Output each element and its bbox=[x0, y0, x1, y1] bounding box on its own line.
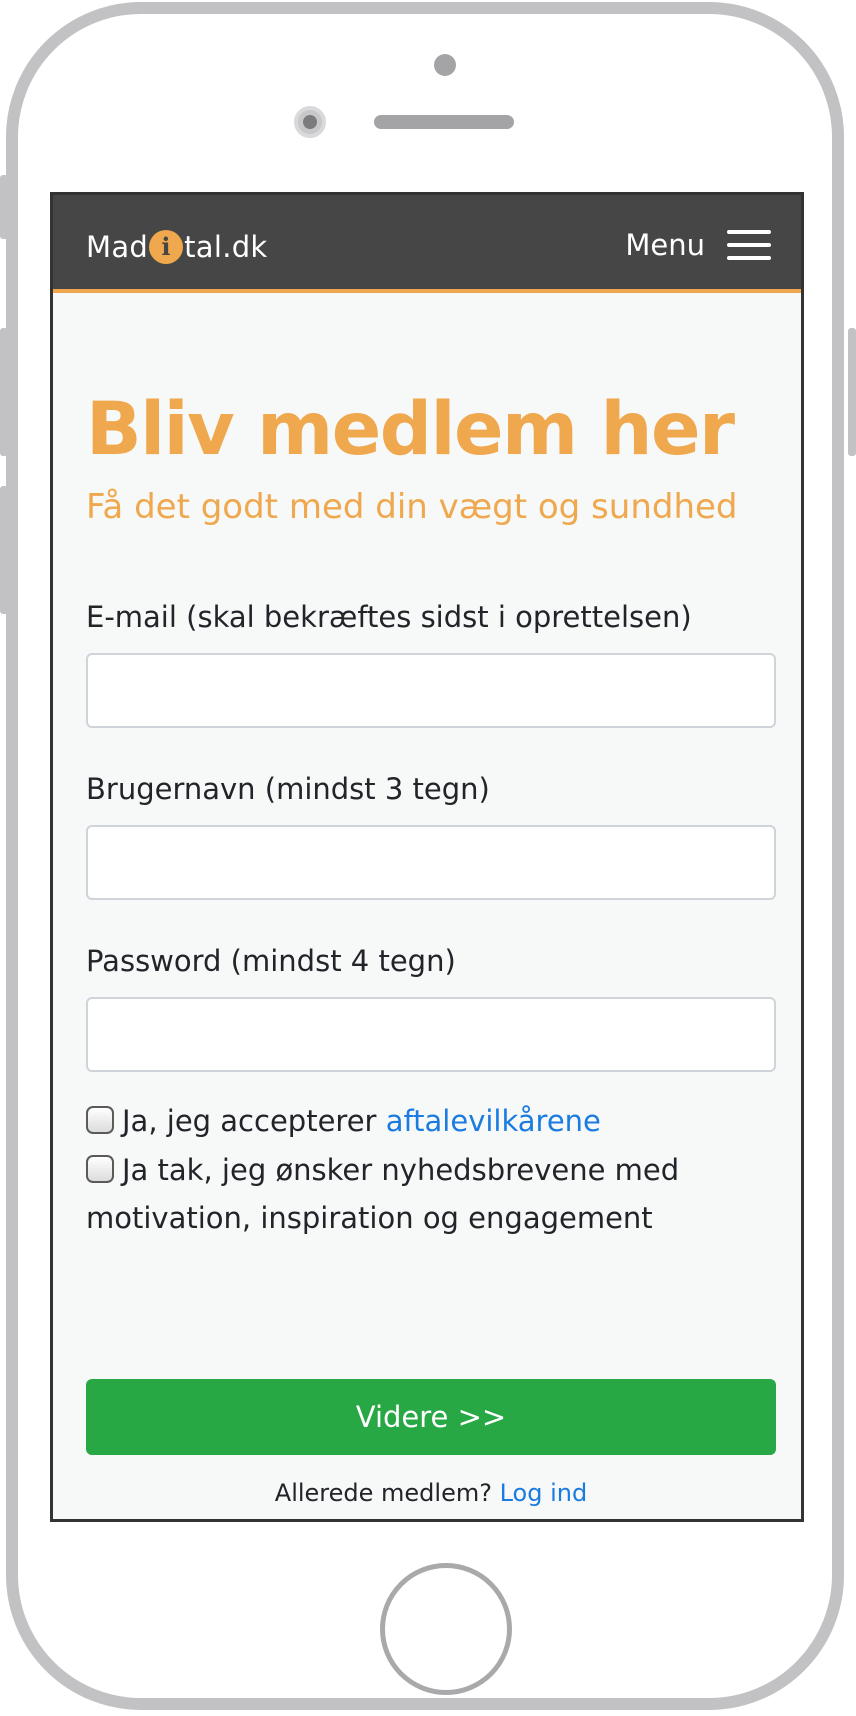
menu-label: Menu bbox=[625, 228, 705, 262]
terms-text: Ja, jeg accepterer bbox=[122, 1104, 386, 1138]
brand-suffix: tal.dk bbox=[184, 230, 268, 264]
proximity-sensor bbox=[434, 54, 456, 76]
login-prompt: Allerede medlem? bbox=[274, 1479, 500, 1507]
password-field[interactable] bbox=[86, 997, 776, 1072]
info-icon: i bbox=[149, 230, 183, 264]
email-label: E-mail (skal bekræftes sidst i oprettelsen) bbox=[86, 600, 692, 634]
continue-button[interactable]: Videre >> bbox=[86, 1379, 776, 1455]
hamburger-icon bbox=[727, 230, 771, 260]
site-logo[interactable] bbox=[86, 227, 268, 267]
browser-viewport bbox=[50, 192, 804, 1522]
menu-button[interactable] bbox=[625, 225, 771, 265]
login-row bbox=[86, 1481, 776, 1505]
power-button bbox=[848, 328, 856, 456]
earpiece-speaker bbox=[374, 115, 514, 129]
volume-up-button bbox=[0, 328, 8, 456]
brand-prefix: Mad bbox=[86, 230, 149, 264]
mute-switch bbox=[0, 175, 8, 239]
volume-down-button bbox=[0, 486, 8, 614]
newsletter-text: Ja tak, jeg ønsker nyhedsbrevene med motivation, inspiration og engagement bbox=[86, 1153, 680, 1235]
username-field[interactable] bbox=[86, 825, 776, 900]
username-label: Brugernavn (mindst 3 tegn) bbox=[86, 772, 490, 806]
page-subtitle: Få det godt med din vægt og sundhed bbox=[86, 487, 738, 527]
login-link[interactable]: Log ind bbox=[499, 1479, 588, 1507]
password-label: Password (mindst 4 tegn) bbox=[86, 944, 456, 978]
home-button[interactable] bbox=[380, 1563, 512, 1695]
page-title: Bliv medlem her bbox=[86, 387, 734, 472]
email-field[interactable] bbox=[86, 653, 776, 728]
terms-checkbox[interactable] bbox=[86, 1106, 114, 1134]
terms-link[interactable]: aftalevilkårene bbox=[385, 1104, 601, 1138]
navbar bbox=[53, 195, 801, 293]
terms-row bbox=[86, 1097, 776, 1145]
front-camera bbox=[294, 106, 326, 138]
newsletter-row bbox=[86, 1146, 776, 1242]
newsletter-checkbox[interactable] bbox=[86, 1155, 114, 1183]
